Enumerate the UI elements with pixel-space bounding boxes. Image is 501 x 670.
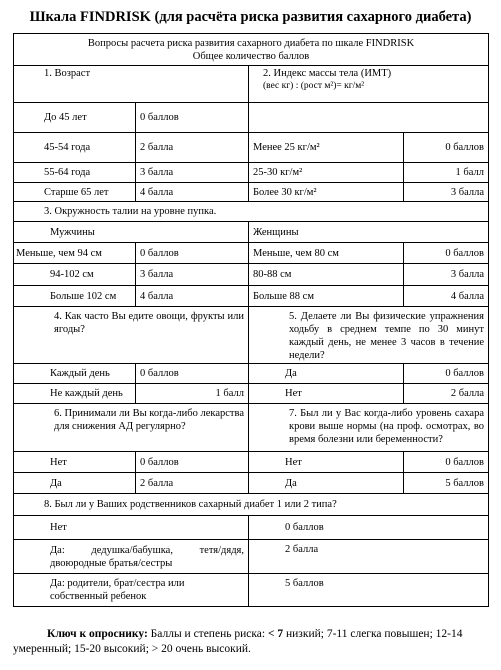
q3-title-row xyxy=(14,202,489,222)
q6-title: 6. Принимали ли Вы когда-либо лекарства для снижения АД регулярно? xyxy=(14,404,249,452)
findrisk-table xyxy=(13,33,489,607)
answer-key-low-threshold: < 7 xyxy=(267,628,284,640)
q5-option-label: Нет xyxy=(249,384,404,404)
q1-option-points: 3 балла xyxy=(136,163,249,183)
q7-option-label: Да xyxy=(249,473,404,494)
q3-row-2 xyxy=(14,264,489,286)
q1-option-label: До 45 лет xyxy=(14,103,136,133)
q2-option-points: 1 балл xyxy=(404,163,489,183)
q1-option-points: 4 балла xyxy=(136,183,249,202)
header-line-2: Общее количество баллов xyxy=(192,50,310,62)
q7-option-points: 0 баллов xyxy=(404,452,489,473)
q7-option-label: Нет xyxy=(249,452,404,473)
q4-option-points: 0 баллов xyxy=(136,364,249,384)
q3-men-points: 0 баллов xyxy=(136,243,249,264)
q8-option-label: Да: родители, брат/сестра или собственный ребенок xyxy=(14,574,249,607)
q8-option-points: 0 баллов xyxy=(249,516,489,540)
q4-q5-title-row xyxy=(14,307,489,364)
q2-option-points: 3 балла xyxy=(404,183,489,202)
q4-option-label: Не каждый день xyxy=(14,384,136,404)
q2-formula: (вес кг) : (рост м²)= кг/м² xyxy=(263,81,365,91)
q1-option-label: Старше 65 лет xyxy=(14,183,136,202)
header-line-1: Вопросы расчета риска развития сахарного диабета по шкале FINDRISK xyxy=(87,37,415,49)
q3-gender-row xyxy=(14,222,489,243)
q6-option-label: Нет xyxy=(14,452,136,473)
q3-row-1 xyxy=(14,243,489,264)
q3-men-option: Больше 102 см xyxy=(14,286,136,307)
q6-option-points: 2 балла xyxy=(136,473,249,494)
q8-row-3 xyxy=(14,574,489,607)
header-row xyxy=(14,34,489,66)
q7-option-points: 5 баллов xyxy=(404,473,489,494)
q1-title: 1. Возраст xyxy=(14,66,249,103)
q3-row-3 xyxy=(14,286,489,307)
q8-option-points: 5 баллов xyxy=(249,574,489,607)
q3-women-points: 4 балла xyxy=(404,286,489,307)
q1-row-2 xyxy=(14,133,489,163)
q2-title-cell xyxy=(249,66,489,103)
q3-women-points: 0 баллов xyxy=(404,243,489,264)
q3-men-points: 4 балла xyxy=(136,286,249,307)
q2-option-label: 25-30 кг/м² xyxy=(249,163,404,183)
q3-men-option: 94-102 см xyxy=(14,264,136,286)
q3-women-points: 3 балла xyxy=(404,264,489,286)
q7-title: 7. Был ли у Вас когда-либо уровень сахара крови выше нормы (на проф. осмотрах, во время болезни или беременности? xyxy=(249,404,489,452)
q3-women-option: 80-88 см xyxy=(249,264,404,286)
q6-q7-row-1 xyxy=(14,452,489,473)
q8-row-2 xyxy=(14,540,489,574)
header-cell xyxy=(14,34,489,66)
q8-option-label: Нет xyxy=(14,516,249,540)
q2-title: 2. Индекс массы тела (ИМТ) xyxy=(263,68,392,79)
q5-option-points: 2 балла xyxy=(404,384,489,404)
q3-title: 3. Окружность талии на уровне пупка. xyxy=(14,202,489,222)
q1-q2-title-row xyxy=(14,66,489,103)
q5-title: 5. Делаете ли Вы физические упражнения ходьбу в среднем темпе по 30 минут каждый день, не менее 3 часов в течение недели? xyxy=(249,307,489,364)
q6-q7-title-row xyxy=(14,404,489,452)
q1-row-3 xyxy=(14,163,489,183)
q8-option-points: 2 балла xyxy=(249,540,489,574)
q6-q7-row-2 xyxy=(14,473,489,494)
q3-women-label: Женщины xyxy=(249,222,489,243)
q8-title: 8. Был ли у Ваших родственников сахарный диабет 1 или 2 типа? xyxy=(14,494,489,516)
answer-key-label: Ключ к опроснику: xyxy=(47,628,148,640)
q1-option-label: 55-64 года xyxy=(14,163,136,183)
q1-option-label: 45-54 года xyxy=(14,133,136,163)
q2-option-label: Более 30 кг/м² xyxy=(249,183,404,202)
q8-title-row xyxy=(14,494,489,516)
q4-option-label: Каждый день xyxy=(14,364,136,384)
q3-men-label: Мужчины xyxy=(14,222,249,243)
q4-option-points: 1 балл xyxy=(136,384,249,404)
q8-row-1 xyxy=(14,516,489,540)
answer-key-text-b: низкий; 7-11 слегка повышен; 12-14 умеренный; 15-20 высокий; > 20 очень высокий. xyxy=(13,628,463,655)
q8-option-label: Да: дедушка/бабушка, тетя/дядя, двоюродные братья/сестры xyxy=(14,540,249,574)
q6-option-points: 0 баллов xyxy=(136,452,249,473)
q5-option-label: Да xyxy=(249,364,404,384)
q3-men-option: Меньше, чем 94 см xyxy=(14,243,136,264)
q2-blank-cell xyxy=(249,103,489,133)
q4-q5-row-1 xyxy=(14,364,489,384)
q3-women-option: Меньше, чем 80 см xyxy=(249,243,404,264)
q3-women-option: Больше 88 см xyxy=(249,286,404,307)
q4-q5-row-2 xyxy=(14,384,489,404)
q1-row-4 xyxy=(14,183,489,202)
q2-option-label: Менее 25 кг/м² xyxy=(249,133,404,163)
q3-men-points: 3 балла xyxy=(136,264,249,286)
answer-key xyxy=(13,627,488,657)
q1-option-points: 0 баллов xyxy=(136,103,249,133)
q6-option-label: Да xyxy=(14,473,136,494)
q4-title: 4. Как часто Вы едите овощи, фрукты или ягоды? xyxy=(14,307,249,364)
q2-option-points: 0 баллов xyxy=(404,133,489,163)
answer-key-text-a: Баллы и степень риска: xyxy=(147,628,268,640)
document-title: Шкала FINDRISK (для расчёта риска развития сахарного диабета) xyxy=(29,9,472,25)
q5-option-points: 0 баллов xyxy=(404,364,489,384)
q1-option-points: 2 балла xyxy=(136,133,249,163)
q1-row-1 xyxy=(14,103,489,133)
